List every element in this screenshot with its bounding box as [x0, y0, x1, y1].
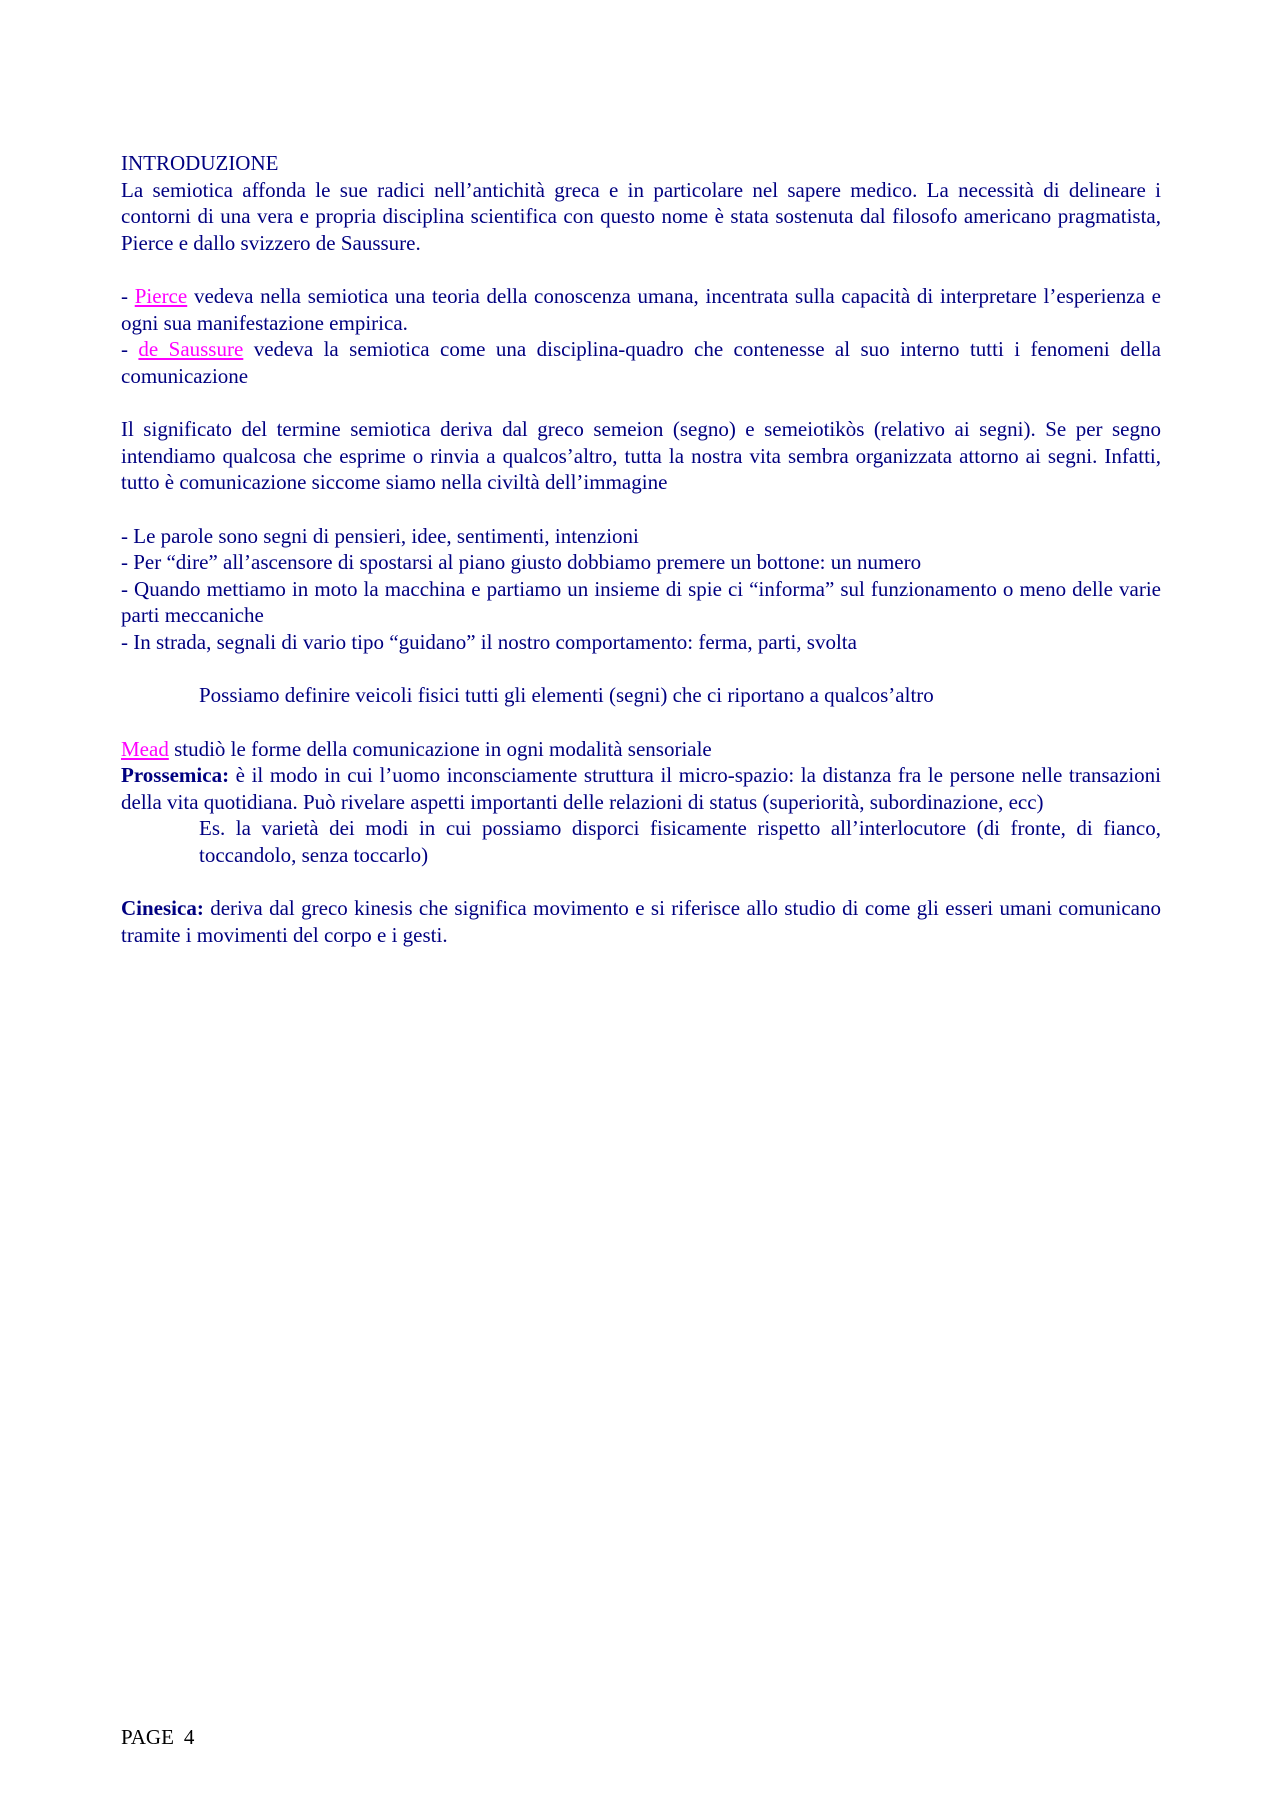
document-body	[121, 150, 1161, 948]
spacer	[121, 389, 1161, 416]
saussure-link[interactable]: de Saussure	[138, 337, 244, 361]
mead-link[interactable]: Mead	[121, 736, 169, 761]
pierce-text: vedeva nella semiotica una teoria della conoscenza umana, incentrata sulla capacità di interpretare l’esperienza e ogni sua manifestazione empirica.	[121, 284, 1161, 335]
item-dash: -	[121, 337, 139, 361]
page-footer	[121, 1725, 194, 1750]
spacer	[121, 655, 1161, 682]
cinesica-term: Cinesica:	[121, 896, 204, 920]
prossemica-example: Es. la varietà dei modi in cui possiamo disporci fisicamente rispetto all’interlocutore (di fronte, di fianco, toccandolo, senza toccarlo)	[199, 816, 1161, 867]
definition-paragraph: Possiamo definire veicoli fisici tutti gli elementi (segni) che ci riportano a qualcos’altro	[199, 683, 934, 707]
pierce-item	[121, 283, 1161, 336]
pierce-link[interactable]: Pierce	[134, 284, 188, 308]
section-heading: INTRODUZIONE	[121, 151, 279, 175]
page-number: 4	[183, 1725, 195, 1749]
spacer	[121, 496, 1161, 523]
spacer	[121, 256, 1161, 283]
example-item-2: - Per “dire” all’ascensore di spostarsi al piano giusto dobbiamo premere un bottone: un numero	[121, 550, 922, 574]
page-label: PAGE	[121, 1725, 174, 1749]
prossemica-paragraph	[121, 762, 1161, 815]
example-item-4: - In strada, segnali di vario tipo “guidano” il nostro comportamento: ferma, parti, svolta	[121, 629, 857, 654]
mead-text: studiò le forme della comunicazione in ogni modalità sensoriale	[168, 736, 712, 761]
saussure-text: vedeva la semiotica come una disciplina-quadro che contenesse al suo interno tutti i fenomeni della comunicazione	[121, 337, 1161, 388]
meaning-paragraph: Il significato del termine semiotica deriva dal greco semeion (segno) e semeiotikòs (relativo ai segni). Se per segno intendiamo qualcosa che esprime o rinvia a qualcos’altro, tutta la nostra vita sembra organizzata attorno ai segni. Infatti, tutto è comunicazione siccome siamo nella civiltà dell’immagine	[121, 417, 1161, 494]
spacer	[121, 709, 1161, 736]
prossemica-term: Prossemica:	[121, 763, 230, 787]
example-item-1: - Le parole sono segni di pensieri, idee, sentimenti, intenzioni	[121, 523, 639, 548]
cinesica-paragraph	[121, 895, 1161, 948]
intro-paragraph: La semiotica affonda le sue radici nell’antichità greca e in particolare nel sapere medico. La necessità di delineare i contorni di una vera e propria disciplina scientifica con questo nome è stata sostenuta dal filosofo americano pragmatista, Pierce e dallo svizzero de Saussure.	[121, 177, 1161, 255]
cinesica-text: deriva dal greco kinesis che significa movimento e si riferisce allo studio di come gli esseri umani comunicano tramite i movimenti del corpo e i gesti.	[121, 896, 1161, 947]
saussure-item	[121, 336, 1161, 389]
mead-line	[121, 736, 1161, 763]
prossemica-text: è il modo in cui l’uomo inconsciamente struttura il micro-spazio: la distanza fra le persone nelle transazioni della vita quotidiana. Può rivelare aspetti importanti delle relazioni di status (superiorità, subordinazione, ecc)	[121, 763, 1161, 814]
spacer	[121, 868, 1161, 895]
item-dash: -	[121, 284, 135, 308]
example-item-3: - Quando mettiamo in moto la macchina e partiamo un insieme di spie ci “informa” sul funzionamento o meno delle varie parti meccaniche	[121, 576, 1161, 627]
